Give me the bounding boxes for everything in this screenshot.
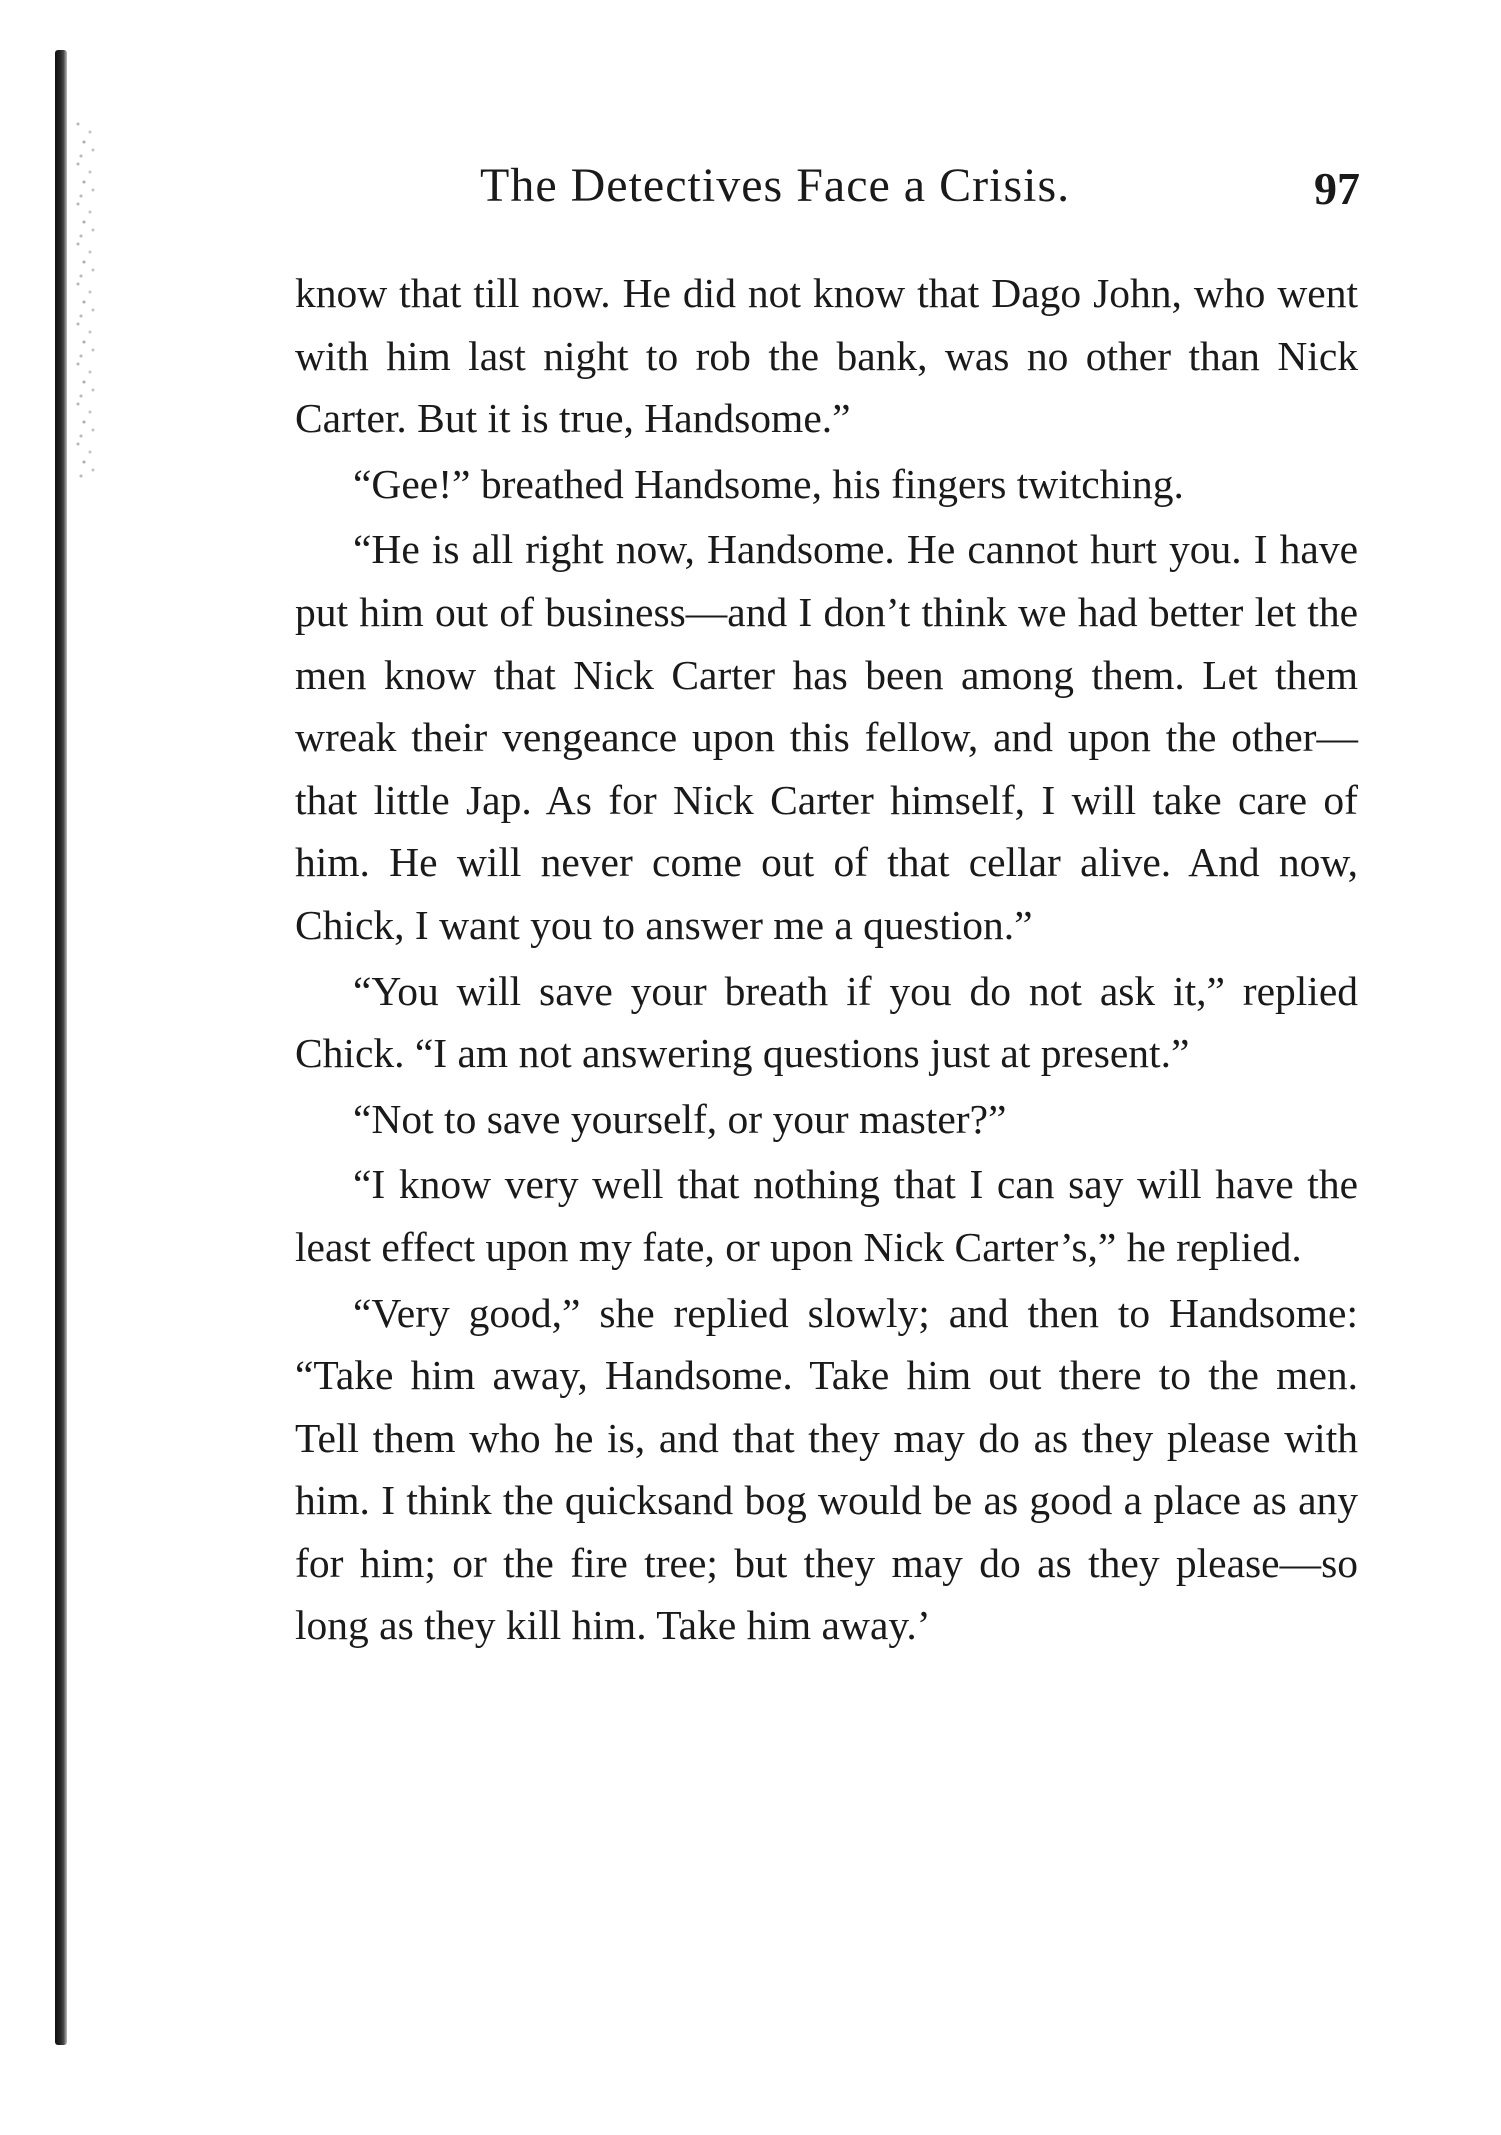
page-number: 97	[1314, 163, 1360, 214]
paragraph: “Not to save yourself, or your master?”	[353, 1095, 1007, 1142]
paragraph: know that till now. He did not know that Dago John, who went with him last night to rob the bank, was no other than Nick Carter. But it is true, Handsome.”	[295, 270, 1358, 442]
paragraph: “Gee!” breathed Handsome, his fingers twitching.	[353, 460, 1184, 507]
paragraph: “Very good,” she replied slowly; and then to Handsome: “Take him away, Handsome. Take him out there to the men. Tell them who he is, and that they may do as they please with him. I think the quicksand bog would be as good a place as any for him; or the fire tree; but they may do as they please—so long as they kill him. Take him away.’	[295, 1289, 1358, 1649]
body-text	[295, 262, 1358, 1657]
paragraph: “You will save your breath if you do not ask it,” replied Chick. “I am not answering questions just at present.”	[295, 967, 1358, 1077]
page-header	[295, 158, 1360, 228]
binding-edge	[55, 50, 67, 2045]
paragraph: “I know very well that nothing that I can say will have the least effect upon my fate, or upon Nick Carter’s,” he replied.	[295, 1161, 1358, 1270]
running-title: The Detectives Face a Crisis.	[480, 159, 1071, 212]
paragraph: “He is all right now, Handsome. He cannot hurt you. I have put him out of business—and I don’t think we had better let the men know that Nick Carter has been among them. Let them wreak their vengeance upon this fellow, and upon the other—that little Jap. As for Nick Carter himself, I will take care of him. He will never come out of that cellar alive. And now, Chick, I want you to answer me a question.”	[295, 526, 1358, 948]
binding-speckle	[72, 120, 102, 480]
